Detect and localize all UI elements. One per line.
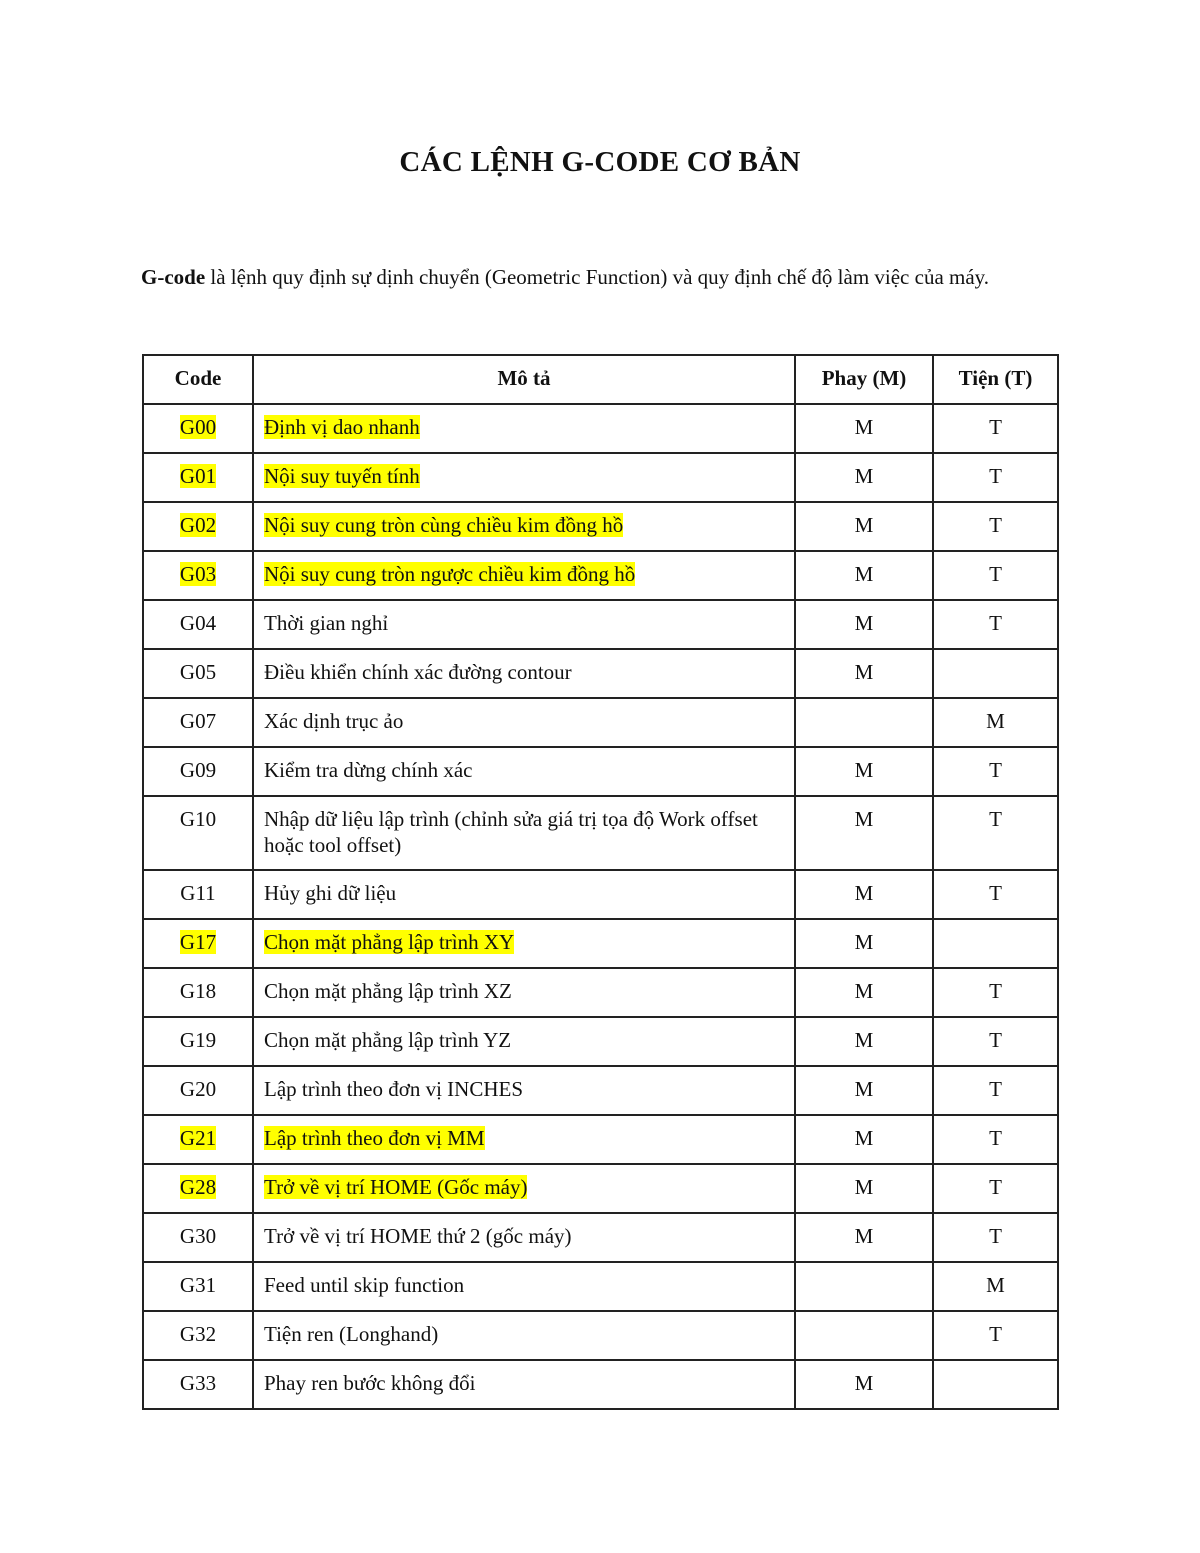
milling-cell: M <box>795 1360 933 1409</box>
gcode-text: G28 <box>179 1175 217 1199</box>
gcode-cell <box>143 649 253 698</box>
turning-cell: T <box>933 747 1058 796</box>
gcode-cell <box>143 968 253 1017</box>
table-row <box>143 968 1058 1017</box>
gcode-cell <box>143 870 253 919</box>
milling-cell <box>795 698 933 747</box>
description-text: Thời gian nghỉ <box>264 611 389 635</box>
milling-cell: M <box>795 1017 933 1066</box>
table-row <box>143 796 1058 870</box>
description-cell <box>253 1262 795 1311</box>
turning-cell: T <box>933 1066 1058 1115</box>
turning-cell: T <box>933 600 1058 649</box>
description-text: Trở về vị trí HOME thứ 2 (gốc máy) <box>264 1224 572 1248</box>
gcode-cell <box>143 919 253 968</box>
turning-cell <box>933 919 1058 968</box>
intro-text: là lệnh quy định sự dịnh chuyển (Geometric Function) và quy định chế độ làm việc của máy. <box>205 265 990 289</box>
gcode-text: G01 <box>179 464 217 488</box>
milling-cell <box>795 1311 933 1360</box>
gcode-text: G32 <box>179 1322 217 1346</box>
description-cell <box>253 1213 795 1262</box>
description-text: Hủy ghi dữ liệu <box>264 881 397 905</box>
description-text: Nội suy cung tròn ngược chiều kim đồng hồ <box>264 562 636 586</box>
table-row <box>143 1164 1058 1213</box>
table-row <box>143 1066 1058 1115</box>
description-cell <box>253 747 795 796</box>
milling-cell: M <box>795 649 933 698</box>
description-text: Lập trình theo đơn vị MM <box>264 1126 485 1150</box>
description-cell <box>253 796 795 870</box>
intro-term: G-code <box>141 265 206 289</box>
gcode-text: G02 <box>179 513 217 537</box>
header-turning: Tiện (T) <box>933 355 1058 404</box>
header-code: Code <box>143 355 253 404</box>
turning-cell: T <box>933 968 1058 1017</box>
turning-cell: M <box>933 1262 1058 1311</box>
turning-cell: T <box>933 1311 1058 1360</box>
table-row <box>143 1213 1058 1262</box>
description-text: Phay ren bước không đổi <box>264 1371 476 1395</box>
description-text: Feed until skip function <box>264 1273 465 1297</box>
header-milling: Phay (M) <box>795 355 933 404</box>
milling-cell: M <box>795 747 933 796</box>
table-row <box>143 404 1058 453</box>
gcode-text: G00 <box>179 415 217 439</box>
gcode-cell <box>143 551 253 600</box>
gcode-cell <box>143 453 253 502</box>
description-text: Định vị dao nhanh <box>264 415 420 439</box>
description-text: Lập trình theo đơn vị INCHES <box>264 1077 523 1101</box>
header-description: Mô tả <box>253 355 795 404</box>
turning-cell <box>933 1360 1058 1409</box>
gcode-cell <box>143 600 253 649</box>
gcode-text: G05 <box>179 660 217 684</box>
milling-cell: M <box>795 502 933 551</box>
description-text: Nội suy tuyến tính <box>264 464 420 488</box>
table-header <box>143 355 1058 404</box>
gcode-text: G30 <box>179 1224 217 1248</box>
table-row <box>143 649 1058 698</box>
gcode-cell <box>143 1311 253 1360</box>
description-cell <box>253 453 795 502</box>
description-text: Trở về vị trí HOME (Gốc máy) <box>264 1175 528 1199</box>
table-row <box>143 502 1058 551</box>
milling-cell <box>795 1262 933 1311</box>
milling-cell: M <box>795 796 933 870</box>
milling-cell: M <box>795 404 933 453</box>
gcode-cell <box>143 1017 253 1066</box>
turning-cell: T <box>933 870 1058 919</box>
gcode-text: G31 <box>179 1273 217 1297</box>
gcode-text: G04 <box>179 611 217 635</box>
description-text: Kiểm tra dừng chính xác <box>264 758 473 782</box>
table-row <box>143 747 1058 796</box>
gcode-text: G11 <box>180 881 216 905</box>
milling-cell: M <box>795 453 933 502</box>
gcode-text: G17 <box>179 930 217 954</box>
gcode-text: G07 <box>179 709 217 733</box>
turning-cell: T <box>933 502 1058 551</box>
table-row <box>143 698 1058 747</box>
description-cell <box>253 551 795 600</box>
gcode-text: G18 <box>179 979 217 1003</box>
turning-cell: T <box>933 551 1058 600</box>
description-text: Chọn mặt phẳng lập trình XZ <box>264 979 512 1003</box>
gcode-text: G33 <box>179 1371 217 1395</box>
header-row <box>143 355 1058 404</box>
gcode-cell <box>143 1262 253 1311</box>
table-row <box>143 1017 1058 1066</box>
description-text: Điều khiển chính xác đường contour <box>264 660 572 684</box>
page-title: CÁC LỆNH G-CODE CƠ BẢN <box>399 146 801 178</box>
gcode-cell <box>143 1360 253 1409</box>
description-cell <box>253 1115 795 1164</box>
table-row <box>143 600 1058 649</box>
turning-cell: T <box>933 1164 1058 1213</box>
milling-cell: M <box>795 1164 933 1213</box>
gcode-text: G10 <box>179 807 217 831</box>
milling-cell: M <box>795 870 933 919</box>
description-cell <box>253 870 795 919</box>
description-cell <box>253 919 795 968</box>
description-text: Chọn mặt phẳng lập trình YZ <box>264 1028 512 1052</box>
description-cell <box>253 1017 795 1066</box>
description-text: Tiện ren (Longhand) <box>264 1322 439 1346</box>
table-body <box>143 404 1058 1409</box>
turning-cell: T <box>933 1213 1058 1262</box>
gcode-cell <box>143 502 253 551</box>
description-cell <box>253 502 795 551</box>
gcode-cell <box>143 796 253 870</box>
description-cell <box>253 1066 795 1115</box>
description-cell <box>253 968 795 1017</box>
turning-cell: T <box>933 404 1058 453</box>
description-text: Xác dịnh trục ảo <box>264 709 404 733</box>
description-text: Nội suy cung tròn cùng chiều kim đồng hồ <box>264 513 624 537</box>
milling-cell: M <box>795 1213 933 1262</box>
description-cell <box>253 649 795 698</box>
milling-cell: M <box>795 919 933 968</box>
gcode-text: G03 <box>179 562 217 586</box>
description-cell <box>253 1311 795 1360</box>
description-cell <box>253 698 795 747</box>
description-text: Nhập dữ liệu lập trình (chỉnh sửa giá trị tọa độ Work offset hoặc tool offset) <box>264 807 758 857</box>
gcode-text: G09 <box>179 758 217 782</box>
table-row <box>143 919 1058 968</box>
milling-cell: M <box>795 600 933 649</box>
description-cell <box>253 1360 795 1409</box>
table-row <box>143 870 1058 919</box>
gcode-cell <box>143 1164 253 1213</box>
table-row <box>143 1115 1058 1164</box>
turning-cell: T <box>933 796 1058 870</box>
turning-cell: T <box>933 1017 1058 1066</box>
table-row <box>143 1311 1058 1360</box>
gcode-cell <box>143 698 253 747</box>
gcode-cell <box>143 747 253 796</box>
description-cell <box>253 404 795 453</box>
milling-cell: M <box>795 968 933 1017</box>
milling-cell: M <box>795 1066 933 1115</box>
gcode-cell <box>143 1115 253 1164</box>
gcode-cell <box>143 1213 253 1262</box>
milling-cell: M <box>795 1115 933 1164</box>
table-row <box>143 1360 1058 1409</box>
turning-cell <box>933 649 1058 698</box>
description-cell <box>253 1164 795 1213</box>
table-row <box>143 551 1058 600</box>
turning-cell: M <box>933 698 1058 747</box>
gcode-cell <box>143 1066 253 1115</box>
turning-cell: T <box>933 453 1058 502</box>
gcode-text: G19 <box>179 1028 217 1052</box>
gcode-table <box>142 354 1059 1410</box>
gcode-text: G21 <box>179 1126 217 1150</box>
gcode-cell <box>143 404 253 453</box>
milling-cell: M <box>795 551 933 600</box>
table-row <box>143 1262 1058 1311</box>
gcode-text: G20 <box>179 1077 217 1101</box>
intro-paragraph <box>141 256 1066 298</box>
turning-cell: T <box>933 1115 1058 1164</box>
table-row <box>143 453 1058 502</box>
description-text: Chọn mặt phẳng lập trình XY <box>264 930 515 954</box>
description-cell <box>253 600 795 649</box>
